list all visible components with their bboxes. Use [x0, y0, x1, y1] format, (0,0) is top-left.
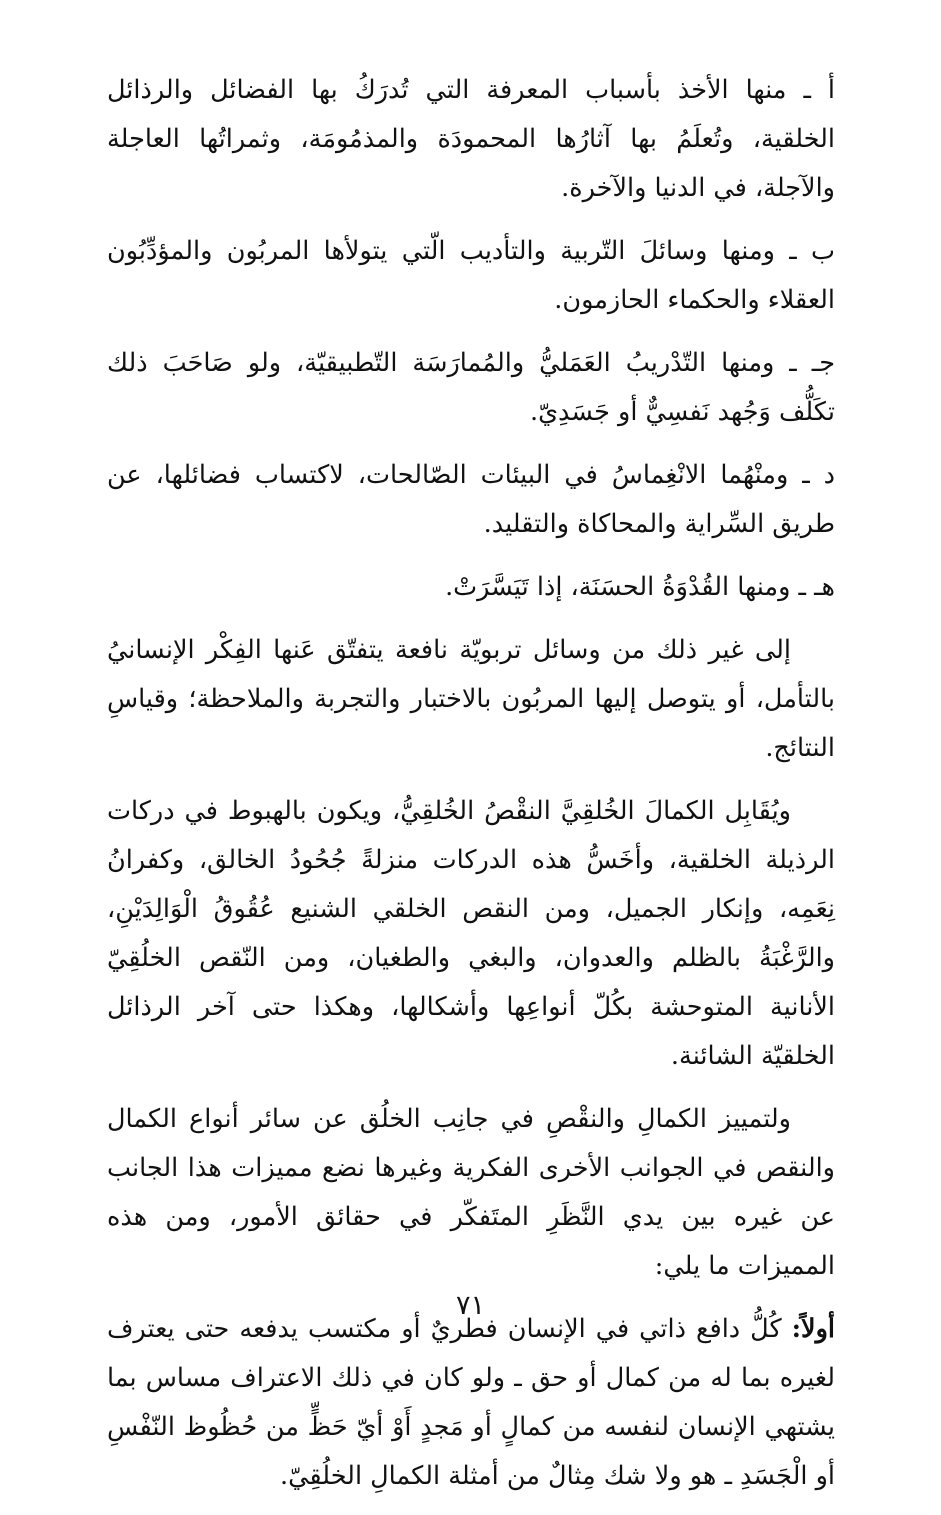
page-number: ٧١ — [455, 1290, 485, 1321]
paragraph-item-dal: د ـ ومنْهُما الانْغِماسُ في البيئات الصّالحات، لاكتساب فضائلها، عن طريق السِّراية والمحاكاة والتقليد. — [107, 460, 835, 539]
paragraph-other-means: إلى غير ذلك من وسائل تربويّة نافعة يتفتّق عَنها الفِكْر الإنسانيُ بالتأمل، أو يتوصل إليها المربُون بالاختبار والتجربة والملاحظة؛ وقياسِ النتائج. — [107, 635, 835, 763]
first-feature-text: كُلُّ دافع ذاتي في الإنسان فطريٌ أو مكتسب يدفعه حتى يعترف لغيره بما له من كمال أو حق ـ ولو كان في ذلك الاعتراف مساس بما يشتهي الإنسان لنفسه من كمالٍ أو مَجدٍ أَوْ أيّ حَظٍّ من حُظُوظ النّفْسِ أو الْجَسَدِ ـ هو ولا شك مِثالٌ من أمثلة الكمالِ الخلُقِيّ. — [107, 1314, 835, 1491]
paragraph-item-alef: أ ـ منها الأخذ بأسباب المعرفة التي تُدرَكُ بها الفضائل والرذائل الخلقية، وتُعلَمُ بها آثارُها المحمودَة والمذمُومَة، وثمراتُها العاجلة والآجلة، في الدنيا والآخرة. — [107, 75, 835, 203]
paragraph-item-ha: هـ ـ ومنها القُدْوَةُ الحسَنَة، إذا تَيَسَّرَتْ. — [445, 572, 835, 602]
paragraph-first-feature — [107, 1305, 835, 1501]
paragraph-moral-deficiency: ويُقَابِل الكمالَ الخُلقِيَّ النقْصُ الخُلقِيُّ، ويكون بالهبوط في دركات الرذيلة الخلقية، وأخَسُّ هذه الدركات منزلةً جُحُودُ الخالق، وكفرانُ نِعَمِه، وإنكار الجميل، ومن النقص الخلقي الشنيع عُقُوقُ الْوَالِدَيْنِ، والرَّغْبَةُ بالظلم والعدوان، والبغي والطغيان، ومن النّقص الخلُقِيّ الأنانية المتوحشة بكُلّ أنواعِها وأشكالها، وهكذا حتى آخر الرذائل الخلقيّة الشائنة. — [107, 796, 835, 1071]
paragraph-item-jim: جـ ـ ومنها التّدْريبُ العَمَليُّ والمُمارَسَة التّطبيقيّة، ولو صَاحَبَ ذلك تكَلُّف وَجُهد نَفسِيٌّ أو جَسَدِيّ. — [107, 348, 835, 427]
paragraph-distinguishing-features: ولتمييز الكمالِ والنقْصِ في جانِب الخلُق عن سائر أنواع الكمال والنقص في الجوانب الأخرى الفكرية وغيرها نضع مميزات هذا الجانب عن غيره بين يدي النَّظَرِ المتَفكّر في حقائق الأمور، ومن هذه المميزات ما يلي: — [107, 1104, 835, 1281]
first-feature-lead: أولاً: — [791, 1314, 835, 1344]
paragraph-item-ba: ب ـ ومنها وسائلَ التّربية والتأديب الّتي يتولأها المربُون والمؤدِّبُون العقلاء والحكماء الحازمون. — [107, 236, 835, 315]
